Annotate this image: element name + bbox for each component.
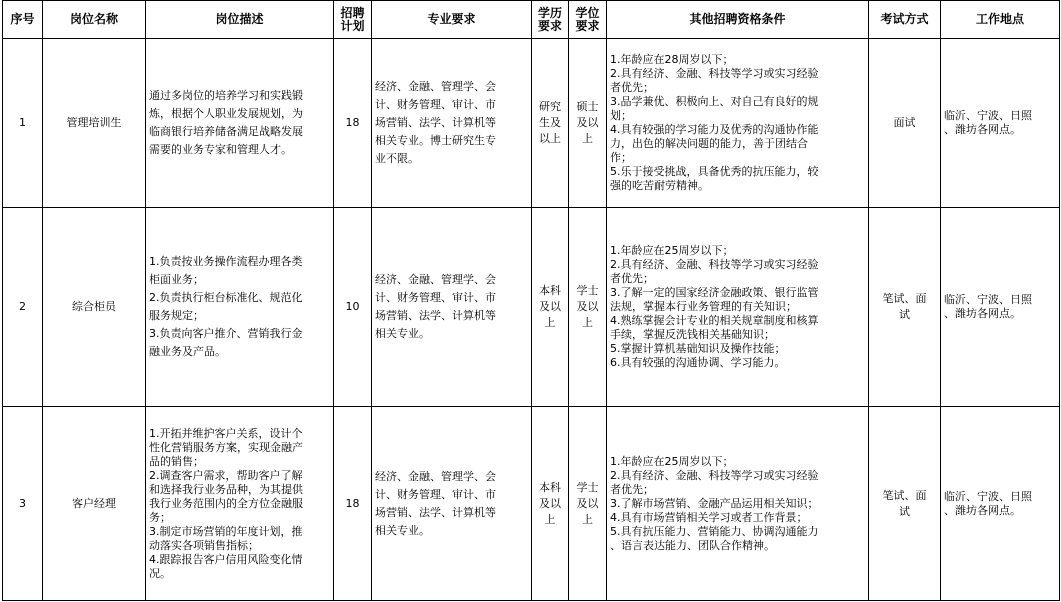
cell-edu: 本科 及以 上	[532, 208, 569, 407]
cell-desc: 1.开拓并维护客户关系，设计个 性化营销服务方案，实现金融产 品的销售； 2.调查客户需求，帮助客户了解 和选择我行业务品种，为其提供 我行业务范围内的全方位金融服 务； 3.制定市场营销的年度计划，推 动落实各项销售指标； 4.跟踪报告客户信用风险变化情 况。	[146, 407, 334, 601]
cell-other: 1.年龄应在28周岁以下； 2.具有经济、金融、科技等学习或实习经验 者优先； 3.品学兼优、积极向上、对自己有良好的规 划； 4.具有较强的学习能力及优秀的沟通协作能 力，出色的解决问题的能力，善于团结合 作； 5.乐于接受挑战，具备优秀的抗压能力，较 强的吃苦耐劳精神。	[607, 39, 869, 208]
cell-edu: 本科 及以 上	[532, 407, 569, 601]
cell-other: 1.年龄应在25周岁以下； 2.具有经济、金融、科技等学习或实习经验 者优先； 3.了解市场营销、金融产品运用相关知识； 4.具有市场营销相关学习或者工作背景； 5.具有抗压能力、营销能力、协调沟通能力 、语言表达能力、团队合作精神。	[607, 407, 869, 601]
header-count: 招聘 计划	[334, 1, 372, 39]
cell-count: 18	[334, 407, 372, 601]
header-row	[3, 1, 1060, 39]
header-location: 工作地点	[941, 1, 1060, 39]
header-no: 序号	[3, 1, 43, 39]
cell-count: 18	[334, 39, 372, 208]
header-desc: 岗位描述	[146, 1, 334, 39]
header-other: 其他招聘资格条件	[607, 1, 869, 39]
cell-desc: 通过多岗位的培养学习和实践锻 炼，根据个人职业发展规划，为 临商银行培养储备满足战略发展 需要的业务专家和管理人才。	[146, 39, 334, 208]
cell-major: 经济、金融、管理学、会 计、财务管理、审计、市 场营销、法学、计算机等 相关专业。	[372, 208, 532, 407]
cell-title: 管理培训生	[43, 39, 146, 208]
cell-desc: 1.负责按业务操作流程办理各类 柜面业务； 2.负责执行柜台标准化、规范化 服务规定； 3.负责向客户推介、营销我行金 融业务及产品。	[146, 208, 334, 407]
cell-no: 2	[3, 208, 43, 407]
cell-no: 3	[3, 407, 43, 601]
table-row	[3, 208, 1060, 407]
cell-count: 10	[334, 208, 372, 407]
cell-location: 临沂、宁波、日照 、潍坊各网点。	[941, 39, 1060, 208]
cell-degree: 硕士 及以 上	[569, 39, 607, 208]
cell-exam: 笔试、面 试	[869, 407, 941, 601]
cell-location: 临沂、宁波、日照 、潍坊各网点。	[941, 208, 1060, 407]
cell-title: 客户经理	[43, 407, 146, 601]
cell-other: 1.年龄应在25周岁以下； 2.具有经济、金融、科技等学习或实习经验 者优先； 3.了解一定的国家经济金融政策、银行监管 法规，掌握本行业务管理的有关知识； 4.熟练掌握会计专业的相关规章制度和核算 手续，掌握反洗钱相关基础知识； 5.掌握计算机基础知识及操作技能； 6.具有较强的沟通协调、学习能力。	[607, 208, 869, 407]
header-degree: 学位 要求	[569, 1, 607, 39]
cell-edu: 研究 生及 以上	[532, 39, 569, 208]
header-major: 专业要求	[372, 1, 532, 39]
cell-major: 经济、金融、管理学、会 计、财务管理、审计、市 场营销、法学、计算机等 相关专业。	[372, 407, 532, 601]
cell-exam: 笔试、面 试	[869, 208, 941, 407]
cell-location: 临沂、宁波、日照 、潍坊各网点。	[941, 407, 1060, 601]
cell-exam: 面试	[869, 39, 941, 208]
table-row	[3, 407, 1060, 601]
table-row	[3, 39, 1060, 208]
cell-no: 1	[3, 39, 43, 208]
cell-degree: 学士 及以 上	[569, 208, 607, 407]
header-exam: 考试方式	[869, 1, 941, 39]
cell-major: 经济、金融、管理学、会 计、财务管理、审计、市 场营销、法学、计算机等 相关专业。博士研究生专 业不限。	[372, 39, 532, 208]
header-title: 岗位名称	[43, 1, 146, 39]
header-edu: 学历 要求	[532, 1, 569, 39]
recruitment-table	[2, 0, 1060, 601]
cell-title: 综合柜员	[43, 208, 146, 407]
cell-degree: 学士 及以 上	[569, 407, 607, 601]
